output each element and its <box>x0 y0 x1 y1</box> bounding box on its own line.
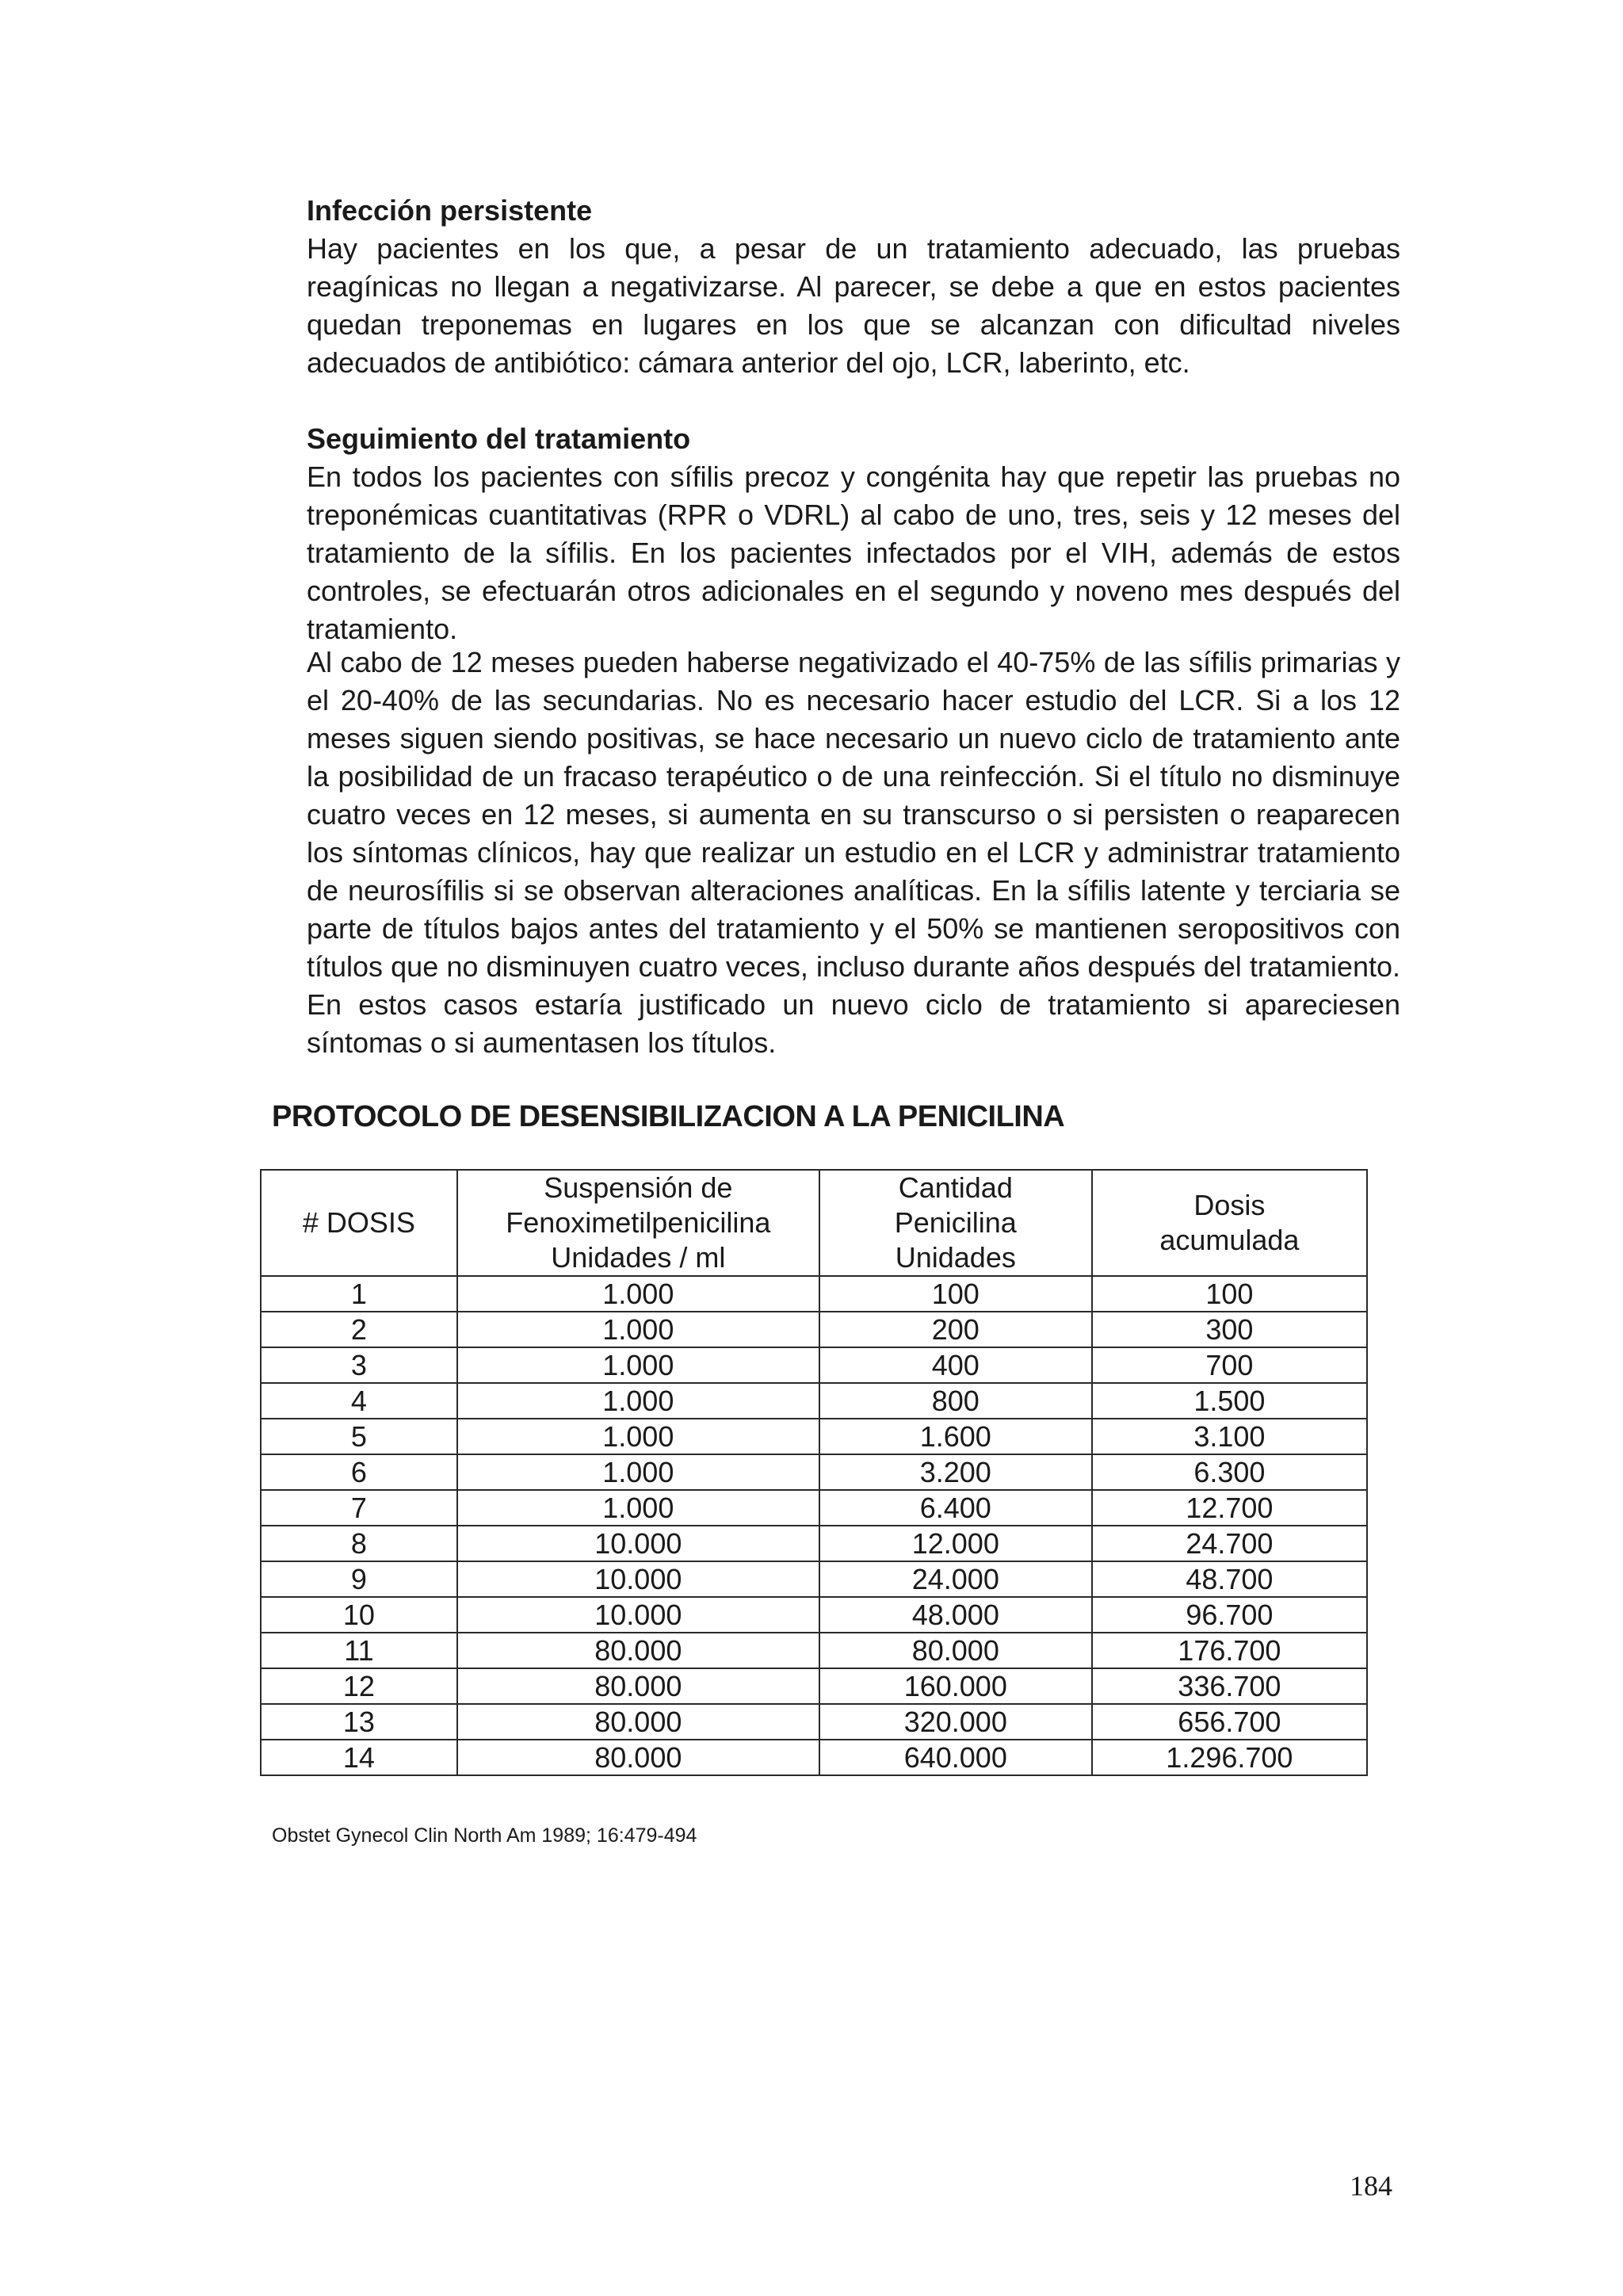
table-cell: 80.000 <box>457 1633 819 1668</box>
table-reference: Obstet Gynecol Clin North Am 1989; 16:479-494 <box>272 1824 697 1847</box>
section-heading: Seguimiento del tratamiento <box>307 422 691 455</box>
table-cell: 176.700 <box>1092 1633 1367 1668</box>
table-cell: 3 <box>261 1347 457 1383</box>
table-cell: 6.400 <box>819 1490 1092 1526</box>
table-cell: 100 <box>819 1276 1092 1312</box>
table-cell: 6 <box>261 1454 457 1490</box>
table-cell: 8 <box>261 1526 457 1561</box>
table-cell: 80.000 <box>457 1668 819 1704</box>
header-line: Cantidad <box>898 1171 1013 1204</box>
table-cell: 7 <box>261 1490 457 1526</box>
header-cantidad <box>819 1170 1092 1276</box>
page-number: 184 <box>1350 2170 1392 2202</box>
table-row <box>261 1561 1367 1597</box>
table-cell: 9 <box>261 1561 457 1597</box>
table-body <box>261 1276 1367 1775</box>
header-line: Unidades / ml <box>551 1241 726 1274</box>
table-row <box>261 1490 1367 1526</box>
table-cell: 400 <box>819 1347 1092 1383</box>
header-line: Unidades <box>895 1241 1016 1274</box>
table-row <box>261 1383 1367 1419</box>
section-infeccion-persistente <box>307 192 1400 382</box>
desensitization-table <box>260 1169 1368 1776</box>
table-cell: 300 <box>1092 1312 1367 1347</box>
table-cell: 11 <box>261 1633 457 1668</box>
header-line: Suspensión de <box>544 1171 733 1204</box>
table-cell: 1.296.700 <box>1092 1740 1367 1775</box>
section-seguimiento-tratamiento <box>307 420 1400 648</box>
table-cell: 1.000 <box>457 1383 819 1419</box>
table-header-row <box>261 1170 1367 1276</box>
table-cell: 1.000 <box>457 1454 819 1490</box>
table-cell: 100 <box>1092 1276 1367 1312</box>
table-row <box>261 1526 1367 1561</box>
table-row <box>261 1454 1367 1490</box>
table-cell: 3.100 <box>1092 1419 1367 1454</box>
table-cell: 48.000 <box>819 1597 1092 1633</box>
table-cell: 96.700 <box>1092 1597 1367 1633</box>
table-row <box>261 1276 1367 1312</box>
table-cell: 6.300 <box>1092 1454 1367 1490</box>
table-cell: 640.000 <box>819 1740 1092 1775</box>
table-cell: 4 <box>261 1383 457 1419</box>
table-cell: 1.000 <box>457 1276 819 1312</box>
table-cell: 5 <box>261 1419 457 1454</box>
paragraph: En todos los pacientes con sífilis precoz y congénita hay que repetir las pruebas no treponémicas cuantitativas (RPR o VDRL) al cabo de uno, tres, seis y 12 meses del tratamiento de la sífilis. En los pacientes infectados por el VIH, además de estos controles, se efectuarán otros adicionales en el segundo y noveno mes después del tratamiento. <box>307 460 1400 645</box>
table-row <box>261 1704 1367 1740</box>
header-line: Penicilina <box>894 1206 1017 1239</box>
table-cell: 1.000 <box>457 1312 819 1347</box>
header-line: Fenoximetilpenicilina <box>506 1206 771 1239</box>
table-cell: 2 <box>261 1312 457 1347</box>
table-cell: 1.000 <box>457 1419 819 1454</box>
table-row <box>261 1740 1367 1775</box>
paragraph: Hay pacientes en los que, a pesar de un tratamiento adecuado, las pruebas reagínicas no llegan a negativizarse. Al parecer, se debe a que en estos pacientes quedan treponemas en lugares en los que se alcanzan con dificultad niveles adecuados de antibiótico: cámara anterior del ojo, LCR, laberinto, etc. <box>307 232 1400 379</box>
table-cell: 10.000 <box>457 1561 819 1597</box>
table-cell: 80.000 <box>457 1704 819 1740</box>
table-cell: 13 <box>261 1704 457 1740</box>
table-cell: 800 <box>819 1383 1092 1419</box>
header-line: Dosis <box>1193 1189 1266 1221</box>
table-cell: 1.000 <box>457 1347 819 1383</box>
table-cell: 1 <box>261 1276 457 1312</box>
header-dosis: # DOSIS <box>261 1170 457 1276</box>
table-cell: 10.000 <box>457 1526 819 1561</box>
table-cell: 10 <box>261 1597 457 1633</box>
table-cell: 80.000 <box>457 1740 819 1775</box>
table-cell: 1.600 <box>819 1419 1092 1454</box>
table-cell: 1.500 <box>1092 1383 1367 1419</box>
paragraph: Al cabo de 12 meses pueden haberse negativizado el 40-75% de las sífilis primarias y el 20-40% de las secundarias. No es necesario hacer estudio del LCR. Si a los 12 meses siguen siendo positivas, se hace necesario un nuevo ciclo de tratamiento ante la posibilidad de un fracaso terapéutico o de una reinfección. Si el título no disminuye cuatro veces en 12 meses, si aumenta en su transcurso o si persisten o reaparecen los síntomas clínicos, hay que realizar un estudio en el LCR y administrar tratamiento de neurosífilis si se observan alteraciones analíticas. En la sífilis latente y terciaria se parte de títulos bajos antes del tratamiento y el 50% se mantienen seropositivos con títulos que no disminuyen cuatro veces, incluso durante años después del tratamiento. En estos casos estaría justificado un nuevo ciclo de tratamiento si apareciesen síntomas o si aumentasen los títulos. <box>307 646 1400 1059</box>
table-cell: 24.000 <box>819 1561 1092 1597</box>
table-cell: 12 <box>261 1668 457 1704</box>
table-cell: 12.700 <box>1092 1490 1367 1526</box>
table-cell: 200 <box>819 1312 1092 1347</box>
table-row <box>261 1633 1367 1668</box>
header-acumulada <box>1092 1170 1367 1276</box>
table-cell: 336.700 <box>1092 1668 1367 1704</box>
table-cell: 12.000 <box>819 1526 1092 1561</box>
protocol-title: PROTOCOLO DE DESENSIBILIZACION A LA PENICILINA <box>272 1100 1065 1133</box>
table-cell: 700 <box>1092 1347 1367 1383</box>
table-cell: 1.000 <box>457 1490 819 1526</box>
table-row <box>261 1597 1367 1633</box>
header-suspension <box>457 1170 819 1276</box>
table-cell: 3.200 <box>819 1454 1092 1490</box>
table-cell: 48.700 <box>1092 1561 1367 1597</box>
table-cell: 10.000 <box>457 1597 819 1633</box>
table-row <box>261 1419 1367 1454</box>
table-row <box>261 1312 1367 1347</box>
table-cell: 160.000 <box>819 1668 1092 1704</box>
header-line: acumulada <box>1159 1224 1300 1256</box>
section-heading: Infección persistente <box>307 194 593 227</box>
table-cell: 320.000 <box>819 1704 1092 1740</box>
table-cell: 80.000 <box>819 1633 1092 1668</box>
table-cell: 24.700 <box>1092 1526 1367 1561</box>
table-row <box>261 1347 1367 1383</box>
table-cell: 14 <box>261 1740 457 1775</box>
table-row <box>261 1668 1367 1704</box>
section-seguimiento-continuation <box>307 644 1400 1062</box>
table-cell: 656.700 <box>1092 1704 1367 1740</box>
